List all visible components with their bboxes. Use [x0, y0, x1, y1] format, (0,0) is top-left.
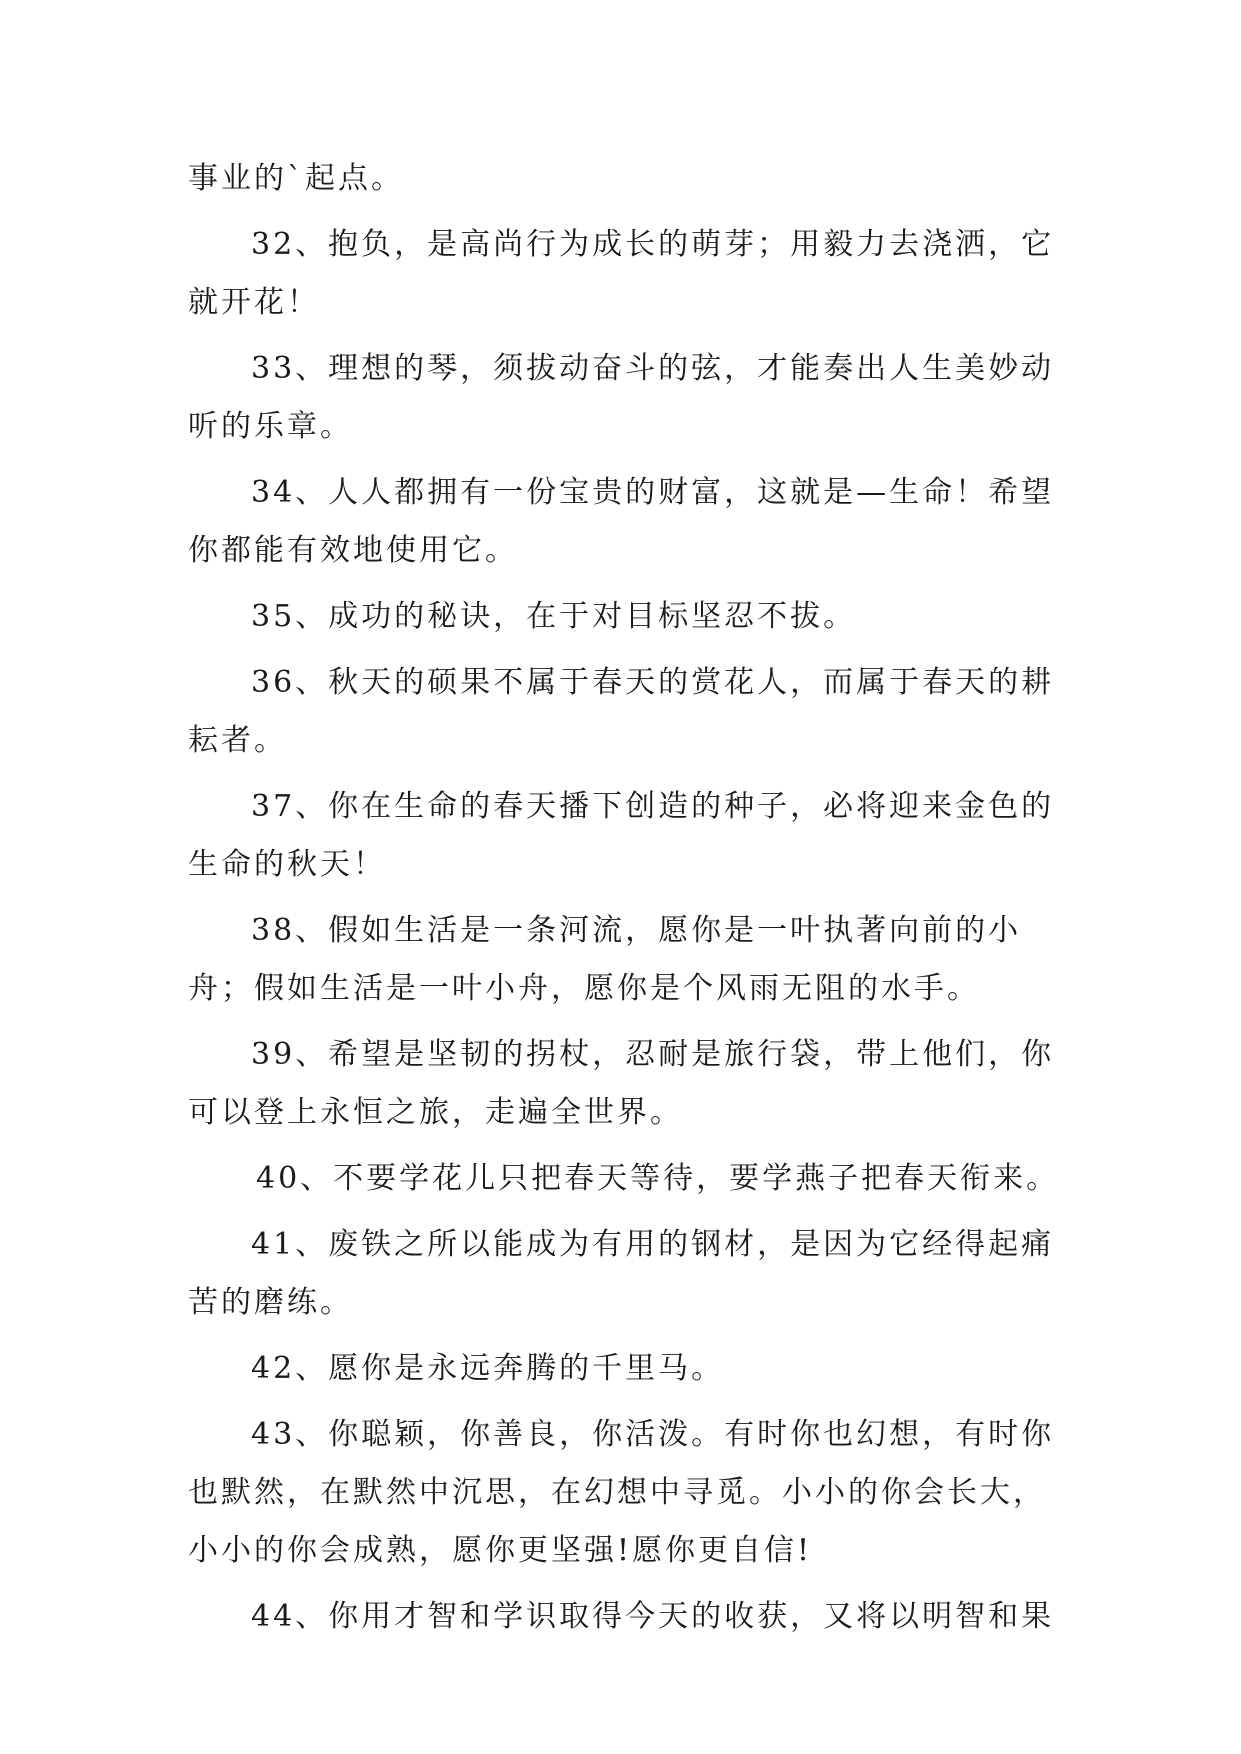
paragraph-34: 34、人人都拥有一份宝贵的财富，这就是—生命！希望你都能有效地使用它。 — [188, 475, 1055, 568]
paragraph-39: 39、希望是坚韧的拐杖，忍耐是旅行袋，带上他们，你可以登上永恒之旅，走遍全世界。 — [188, 1037, 1055, 1130]
paragraph-37: 37、你在生命的春天播下创造的种子，必将迎来金色的生命的秋天！ — [188, 789, 1055, 882]
paragraph-continuation: 事业的`起点。 — [188, 161, 404, 196]
paragraph-40: 40、不要学花儿只把春天等待，要学燕子把春天衔来。 — [256, 1161, 1060, 1196]
paragraph-44: 44、你用才智和学识取得今天的收获，又将以明智和果 — [251, 1599, 1055, 1634]
document-body — [188, 150, 1073, 1654]
paragraph-35: 35、成功的秘诀，在于对目标坚忍不拔。 — [251, 599, 857, 634]
paragraph-42: 42、愿你是永远奔腾的千里马。 — [251, 1351, 725, 1386]
paragraph-38: 38、假如生活是一条河流，愿你是一叶执著向前的小舟；假如生活是一叶小舟，愿你是个风雨无阻的水手。 — [188, 913, 1022, 1006]
paragraph-32: 32、抱负，是高尚行为成长的萌芽；用毅力去浇洒，它就开花！ — [188, 227, 1055, 320]
paragraph-36: 36、秋天的硕果不属于春天的赏花人，而属于春天的耕耘者。 — [188, 665, 1055, 758]
paragraph-41: 41、废铁之所以能成为有用的钢材，是因为它经得起痛苦的磨练。 — [188, 1227, 1055, 1320]
paragraph-43: 43、你聪颖，你善良，你活泼。有时你也幻想，有时你也默然，在默然中沉思，在幻想中寻觅。小小的你会长大，小小的你会成熟，愿你更坚强!愿你更自信! — [188, 1417, 1055, 1568]
paragraph-33: 33、理想的琴，须拔动奋斗的弦，才能奏出人生美妙动听的乐章。 — [188, 351, 1055, 444]
